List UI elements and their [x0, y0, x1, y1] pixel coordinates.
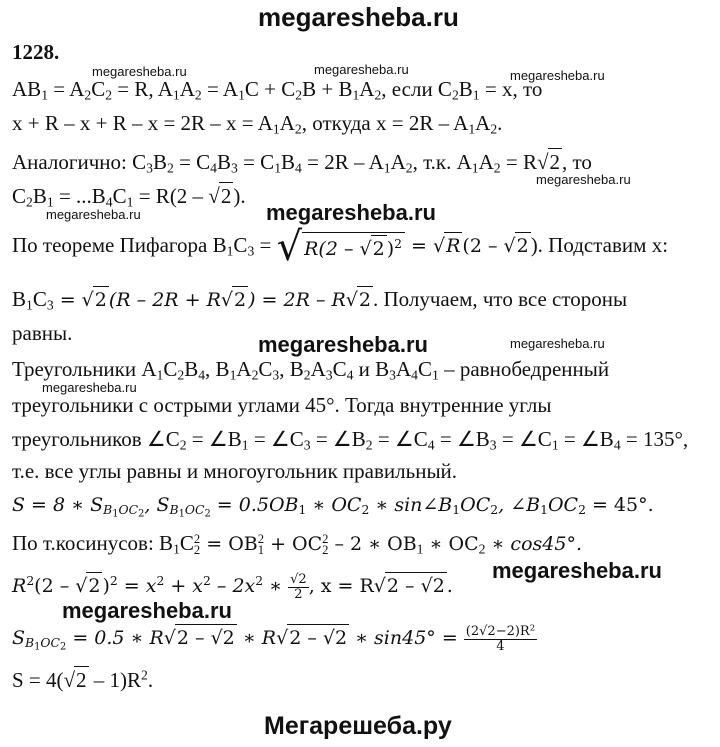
solution-line-7: равны. — [12, 321, 73, 345]
solution-line-15: $S_{B_1OC_2} = 0.5$ ∗ R√2 – √2 ∗ R√2 – √2 ∗ sin45° = $\frac{(2√2-2)R^2}{4}$ — [12, 621, 536, 654]
watermark-bold: megaresheba.ru — [266, 200, 436, 225]
watermark-bold: megaresheba.ru — [258, 332, 428, 357]
problem-number: 1228. — [12, 40, 60, 64]
site-header[interactable]: megaresheba.ru — [258, 2, 459, 32]
watermark: megaresheba.ru — [46, 207, 141, 222]
fraction: $\frac{√2}{2}$ — [290, 571, 307, 602]
solution-line-8: Треугольники $A_1C_2B_4$, $B_1A_2C_3$, $B_2A_3C_4$ и $B_3A_4C_1$ – равнобедренный — [12, 357, 610, 383]
solution-line-13: По т.косинусов: $B_1C$ 2 2 = OB 2 1 + OC 2 2 – 2 ∗ $OB_1$ ∗ $OC_2$ ∗ cos45°. — [12, 531, 582, 558]
solution-line-16: $S = 4(√2 - 1)R^2$. — [12, 667, 154, 692]
solution-line-2: $x + R - x + R - x = 2R - x = A_1A_2$, откуда $x = 2R - A_1A_2$. — [12, 111, 503, 137]
solution-line-5: По теореме Пифагора $B_1C_3$ = √ R(2 – √2 )$^2$ = √R (2 – √2). Подставим x: — [12, 224, 669, 270]
watermark: megaresheba.ru — [510, 336, 605, 351]
watermark: megaresheba.ru — [510, 68, 605, 83]
watermark: megaresheba.ru — [42, 380, 137, 395]
big-square-root: √ R(2 – √2 )$^2$ — [277, 232, 405, 262]
solution-line-14: $R^2(2 - √2$ )$^2 = x^2 + x^2 - 2x^2$ ∗ $\frac{√2}{2}$ , x = R√2 – √2 . — [12, 571, 453, 602]
solution-line-1: $AB_1 = A_2C_2 = R$, $A_1A_2 = A_1C + C_2B + B_1A_2$, если $C_2B_1 = x$, то — [12, 77, 543, 103]
solution-line-10: треугольников $\angle C_2$ = $\angle B_1$ = $\angle C_3$ = $\angle B_2$ = $\angle C_4$ = $\angle B_3$ = $\angle C_1$ = $\angle B_4 = 135^\circ$, — [12, 427, 689, 453]
solution-line-12: S = 8 ∗ $S_{B_1OC_2}$, $S_{B_1OC_2} = 0.5OB_1$ ∗ $OC_2$ ∗ $\sin\angle B_1OC_2$, $\angle B_1OC_2 = 45^\circ$. — [12, 494, 654, 520]
solution-line-4: $C_2B_1 = ...B_4C_1 = R(2 - √2)$. — [12, 184, 246, 210]
solution-line-11: т.е. все углы равны и многоугольник правильный. — [12, 459, 458, 483]
watermark-bold: megaresheba.ru — [62, 598, 232, 623]
solution-line-9: треугольники с острыми углами 45°. Тогда внутренние углы — [12, 393, 552, 417]
footer-site-name[interactable]: Мегарешеба.ру — [264, 712, 452, 740]
watermark: megaresheba.ru — [536, 172, 631, 187]
fraction: $\frac{(2√2-2)R^2}{4}$ — [465, 621, 536, 654]
watermark-bold: megaresheba.ru — [492, 558, 662, 583]
watermark: megaresheba.ru — [314, 62, 409, 77]
solution-line-3: Аналогично: $C_3B_2 = C_4B_3 = C_1B_4 = 2R - A_1A_2$, т.к. $A_1A_2 = R√2$, то — [12, 150, 592, 176]
solution-line-6: $B_1C_3 = √2$ (R – 2R + R√2 ) = 2R – R√2. Получаем, что все стороны — [12, 287, 628, 313]
watermark: megaresheba.ru — [92, 64, 187, 79]
